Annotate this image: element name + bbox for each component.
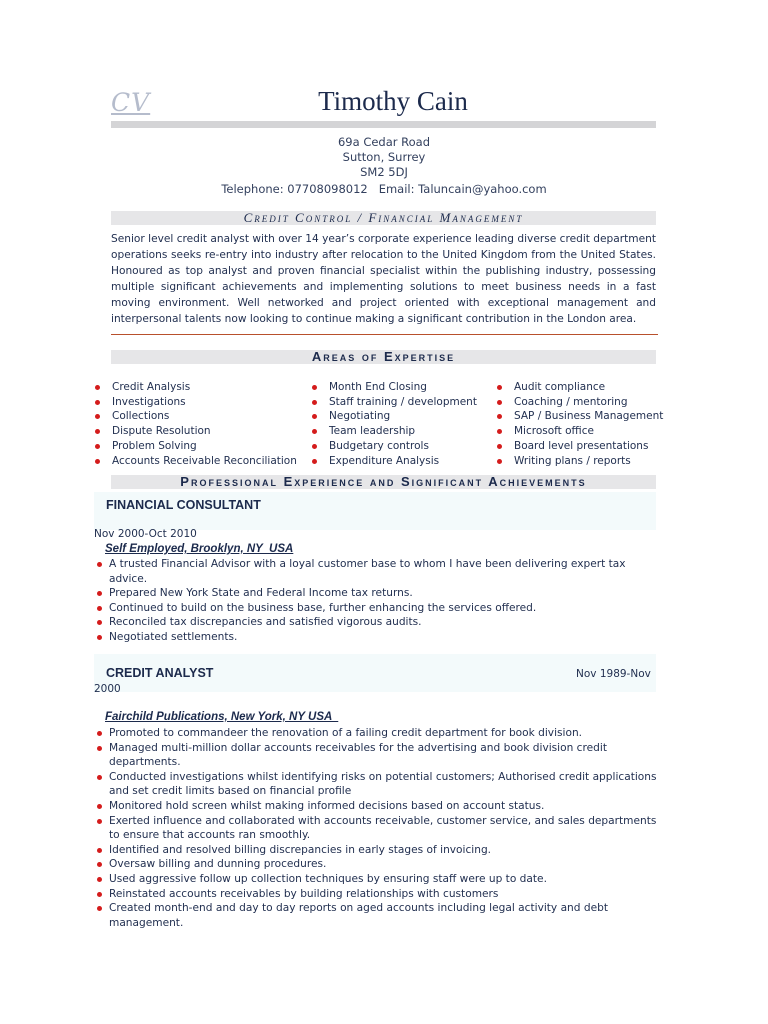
expertise-item: Month End Closing [312, 380, 497, 395]
experience-heading: Professional Experience and Significant Achievements [180, 474, 587, 489]
expertise-heading-band [111, 350, 656, 364]
expertise-item: Staff training / development [312, 395, 497, 410]
achievement-item: Reconciled tax discrepancies and satisfied vigorous audits. [97, 615, 657, 630]
job-1-employer: Self Employed, Brooklyn, NY USA [105, 543, 294, 555]
expertise-item: Negotiating [312, 409, 497, 424]
expertise-item: Team leadership [312, 424, 497, 439]
job-2-employer: Fairchild Publications, New York, NY USA [105, 711, 339, 723]
header-divider [111, 121, 656, 128]
address-line-3: SM2 5DJ [360, 165, 408, 179]
profile-summary: Senior level credit analyst with over 14 year’s corporate experience leading diverse credit department operations seeks re-entry into industry after relocation to the United Kingdom from the United States. Honoured as top analyst and proven financial specialist within the publishing industry, possessing multiple significant achievements and implementing solutions to meet business needs in a fast moving environment. Well networked and project oriented with exceptional management and interpersonal talents now looking to continue making a significant contribution in the London area. [111, 233, 656, 325]
achievement-item: Exerted influence and collaborated with accounts receivable, customer service, and sales departments to ensure that accounts ran smoothly. [97, 814, 657, 843]
achievement-item: Negotiated settlements. [97, 630, 657, 645]
expertise-item: Collections [95, 409, 305, 424]
address-line-1: 69a Cedar Road [337, 135, 431, 149]
address-line-2: Sutton, Surrey [342, 150, 426, 164]
achievement-item: Created month-end and day to day reports on aged accounts including legal activity and debt management. [97, 901, 657, 930]
expertise-item: Audit compliance [497, 380, 667, 395]
job-2-title: CREDIT ANALYST [106, 666, 214, 680]
job-2-date-start: Nov 1989-Nov [576, 668, 651, 680]
job-1-achievements [97, 557, 657, 645]
expertise-heading: Areas of Expertise [311, 349, 456, 364]
expertise-item: Budgetary controls [312, 439, 497, 454]
achievement-item: Oversaw billing and dunning procedures. [97, 857, 657, 872]
expertise-item: Dispute Resolution [95, 424, 305, 439]
job-1-title: FINANCIAL CONSULTANT [106, 498, 261, 512]
achievement-item: Promoted to commandeer the renovation of a failing credit department for book division. [97, 726, 657, 741]
candidate-name: Timothy Cain [318, 86, 468, 116]
contact-line: Telephone: 07708098012 Email: Taluncain@yahoo.com [221, 182, 547, 196]
profile-heading: Credit Control / Financial Management [243, 210, 524, 225]
expertise-item: Board level presentations [497, 439, 667, 454]
expertise-item: Accounts Receivable Reconciliation [95, 454, 305, 469]
expertise-item: Credit Analysis [95, 380, 305, 395]
expertise-item: Expenditure Analysis [312, 454, 497, 469]
expertise-column-2 [312, 380, 497, 468]
expertise-item: Coaching / mentoring [497, 395, 667, 410]
achievement-item: Used aggressive follow up collection techniques by ensuring staff were up to date. [97, 872, 657, 887]
achievement-item: Prepared New York State and Federal Income tax returns. [97, 586, 657, 601]
profile-divider [111, 334, 658, 335]
achievement-item: Reinstated accounts receivables by building relationships with customers [97, 887, 657, 902]
achievement-item: Continued to build on the business base, further enhancing the services offered. [97, 601, 657, 616]
expertise-item: Investigations [95, 395, 305, 410]
experience-heading-band [111, 475, 656, 489]
achievement-item: Conducted investigations whilst identifying risks on potential customers; Authorised credit applications and set credit limits based on financial profile [97, 770, 657, 799]
expertise-item: Microsoft office [497, 424, 667, 439]
expertise-item: Writing plans / reports [497, 454, 667, 469]
achievement-item: A trusted Financial Advisor with a loyal customer base to whom I have been delivering expert tax advice. [97, 557, 657, 586]
profile-heading-band [111, 211, 656, 225]
job-1-date: Nov 2000-Oct 2010 [94, 528, 197, 540]
expertise-column-1 [95, 380, 305, 468]
expertise-column-3 [497, 380, 667, 468]
job-2-date-end: 2000 [94, 683, 121, 695]
expertise-item: Problem Solving [95, 439, 305, 454]
achievement-item: Identified and resolved billing discrepancies in early stages of invoicing. [97, 843, 657, 858]
achievement-item: Monitored hold screen whilst making informed decisions based on account status. [97, 799, 657, 814]
expertise-item: SAP / Business Management [497, 409, 667, 424]
cv-mark: CV [111, 88, 151, 117]
job-2-achievements [97, 726, 657, 930]
achievement-item: Managed multi-million dollar accounts receivables for the advertising and book division credit departments. [97, 741, 657, 770]
